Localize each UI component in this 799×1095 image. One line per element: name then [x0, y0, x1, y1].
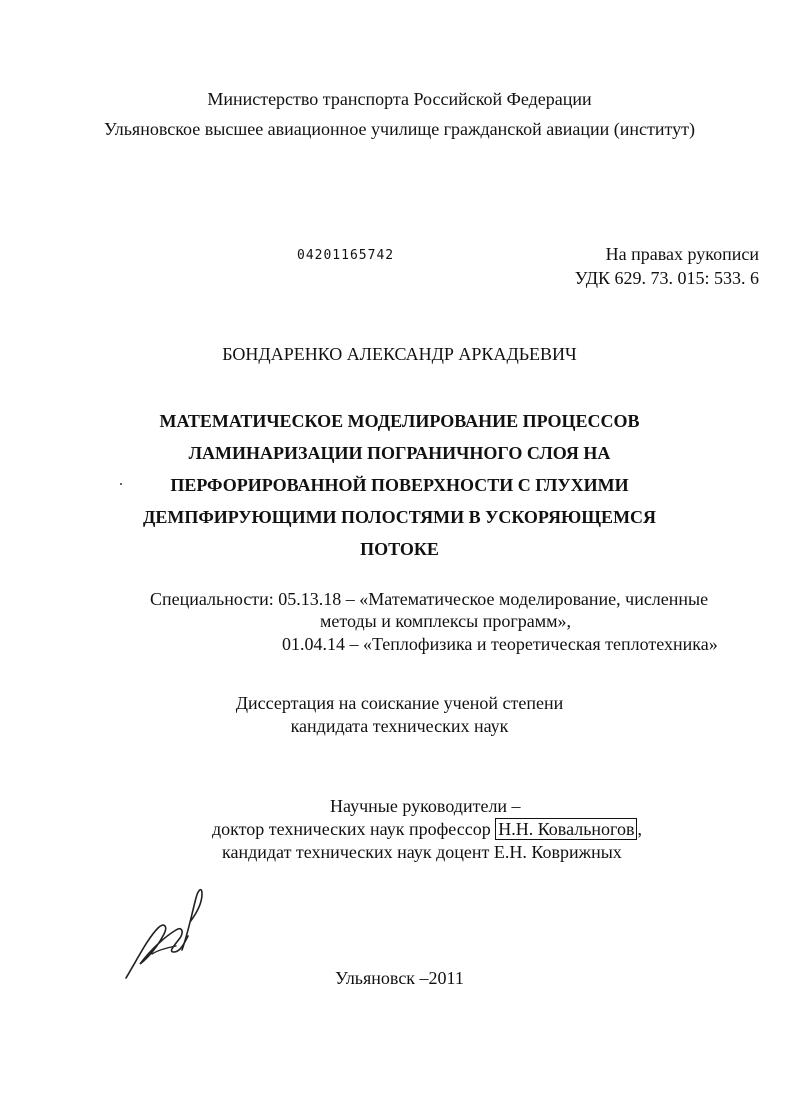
ministry-line: Министерство транспорта Российской Федерации [207, 89, 592, 109]
title-line-5: ПОТОКЕ [360, 539, 439, 559]
supervisor-2: кандидат технических наук доцент Е.Н. Коврижных [222, 842, 622, 862]
supervisor-1-comma: , [637, 819, 642, 839]
institution-line: Ульяновское высшее авиационное училище гражданской авиации (институт) [104, 119, 695, 139]
supervisor-1-degree: доктор технических наук профессор [212, 819, 491, 839]
dissertation-line-2: кандидата технических наук [290, 716, 509, 736]
title-line-3: ПЕРФОРИРОВАННОЙ ПОВЕРХНОСТИ С ГЛУХИМИ [170, 475, 629, 495]
title-line-4: ДЕМПФИРУЮЩИМИ ПОЛОСТЯМИ В УСКОРЯЮЩЕМСЯ [142, 507, 657, 527]
title-line-2: ЛАМИНАРИЗАЦИИ ПОГРАНИЧНОГО СЛОЯ НА [188, 443, 611, 463]
specialties-line-1: Специальности: 05.13.18 – «Математическое моделирование, численные [150, 589, 709, 609]
dissertation-line-1: Диссертация на соискание ученой степени [235, 693, 564, 713]
supervisor-1 [212, 818, 642, 840]
city-year: Ульяновск –2011 [335, 968, 464, 988]
signature-stroke-2 [182, 890, 202, 950]
catalog-number: 04201165742 [297, 248, 395, 263]
author-name: БОНДАРЕНКО АЛЕКСАНДР АРКАДЬЕВИЧ [222, 344, 577, 364]
specialties-line-3: 01.04.14 – «Теплофизика и теоретическая теплотехника» [282, 634, 718, 654]
scan-speck [120, 483, 122, 485]
specialties-line-2: методы и комплексы программ», [320, 611, 572, 631]
title-line-1: МАТЕМАТИЧЕСКОЕ МОДЕЛИРОВАНИЕ ПРОЦЕССОВ [159, 411, 640, 431]
udc-code: УДК 629. 73. 015: 533. 6 [574, 268, 759, 288]
manuscript-rights: На правах рукописи [605, 244, 759, 264]
supervisor-1-name: Н.Н. Ковальногов [495, 818, 637, 840]
supervisors-heading: Научные руководители – [330, 796, 521, 816]
